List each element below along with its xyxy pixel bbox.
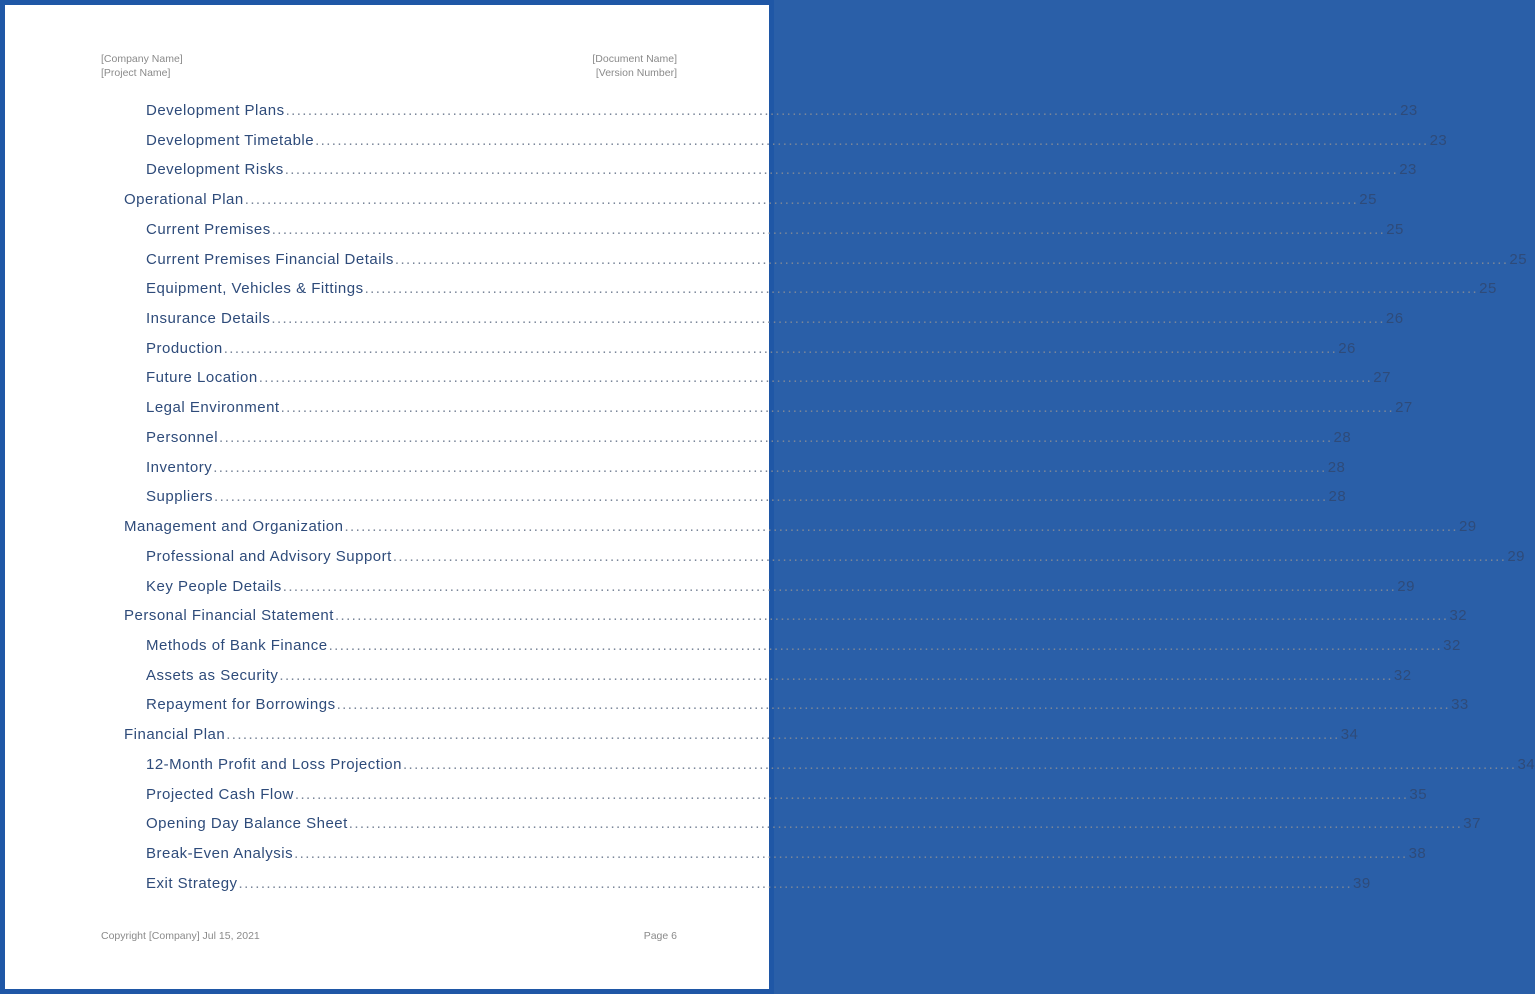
toc-entry-page-number: 25	[1386, 221, 1404, 238]
toc-entry-title: Methods of Bank Finance	[146, 637, 328, 654]
toc-dot-leader: ........................................................................................................................................................................................................	[258, 369, 1373, 386]
toc-entry-page-number: 23	[1429, 132, 1448, 149]
project-name: [Project Name]	[101, 66, 171, 79]
toc-entry-title: Assets as Security	[146, 667, 279, 684]
toc-entry-page-number: 32	[1443, 637, 1461, 654]
toc-entry-page-number: 28	[1333, 429, 1352, 446]
toc-subsection-entry[interactable]	[146, 571, 1415, 595]
toc-entry-title: Exit Strategy	[146, 875, 238, 892]
document-name: [Document Name]	[592, 53, 677, 65]
toc-entry-page-number: 29	[1397, 578, 1415, 595]
toc-dot-leader: ........................................................................................................................................................................................................	[294, 786, 1409, 803]
toc-subsection-entry[interactable]	[146, 630, 1461, 654]
toc-dot-leader: ........................................................................................................................................................................................................	[214, 488, 1328, 505]
toc-entry-page-number: 27	[1373, 369, 1391, 386]
toc-dot-leader: ........................................................................................................................................................................................................	[294, 845, 1408, 862]
toc-dot-leader: ........................................................................................................................................................................................................	[392, 548, 1507, 565]
toc-entry-page-number: 26	[1385, 310, 1404, 327]
toc-entry-page-number: 29	[1458, 518, 1477, 535]
toc-entry-title: Management and Organization	[124, 518, 344, 535]
toc-subsection-entry[interactable]	[146, 452, 1346, 476]
toc-section-entry[interactable]	[124, 184, 1377, 208]
toc-entry-page-number: 23	[1399, 161, 1417, 178]
toc-subsection-entry[interactable]	[146, 214, 1404, 238]
toc-entry-page-number: 25	[1479, 280, 1497, 297]
toc-entry-title: 12-Month Profit and Loss Projection	[146, 756, 402, 773]
toc-entry-page-number: 28	[1328, 488, 1347, 505]
toc-entry-page-number: 32	[1393, 667, 1412, 684]
toc-dot-leader: ........................................................................................................................................................................................................	[334, 607, 1449, 624]
toc-dot-leader: ........................................................................................................................................................................................................	[285, 102, 1400, 119]
toc-entry-title: Development Risks	[146, 161, 284, 178]
toc-subsection-entry[interactable]	[146, 868, 1371, 892]
toc-subsection-entry[interactable]	[146, 422, 1352, 446]
toc-dot-leader: ........................................................................................................................................................................................................	[328, 637, 1443, 654]
toc-subsection-entry[interactable]	[146, 808, 1481, 832]
toc-entry-page-number: 34	[1340, 726, 1359, 743]
toc-entry-page-number: 23	[1400, 102, 1418, 119]
toc-entry-title: Inventory	[146, 459, 213, 476]
toc-dot-leader: ........................................................................................................................................................................................................	[402, 756, 1517, 773]
toc-entry-page-number: 29	[1507, 548, 1525, 565]
toc-entry-page-number: 33	[1451, 696, 1469, 713]
toc-dot-leader: ........................................................................................................................................................................................................	[271, 310, 1385, 327]
toc-entry-page-number: 38	[1408, 845, 1427, 862]
toc-entry-title: Operational Plan	[124, 191, 244, 208]
version-number: [Version Number]	[595, 66, 677, 79]
toc-subsection-entry[interactable]	[146, 95, 1418, 119]
toc-section-entry[interactable]	[124, 511, 1477, 535]
page-header-right	[592, 53, 677, 80]
toc-entry-title: Development Timetable	[146, 132, 315, 149]
toc-entry-title: Personal Financial Statement	[124, 607, 334, 624]
toc-dot-leader: ........................................................................................................................................................................................................	[226, 726, 1340, 743]
toc-entry-page-number: 25	[1509, 251, 1528, 268]
toc-subsection-entry[interactable]	[146, 303, 1404, 327]
toc-entry-page-number: 34	[1517, 756, 1535, 773]
toc-dot-leader: ........................................................................................................................................................................................................	[271, 221, 1386, 238]
toc-subsection-entry[interactable]	[146, 392, 1413, 416]
footer-copyright: Copyright [Company] Jul 15, 2021	[101, 930, 260, 942]
toc-section-entry[interactable]	[124, 719, 1359, 743]
toc-entry-title: Future Location	[146, 369, 258, 386]
toc-entry-page-number: 26	[1338, 340, 1356, 357]
toc-dot-leader: ........................................................................................................................................................................................................	[336, 696, 1451, 713]
toc-entry-title: Projected Cash Flow	[146, 786, 294, 803]
toc-dot-leader: ........................................................................................................................................................................................................	[344, 518, 1458, 535]
toc-entry-title: Financial Plan	[124, 726, 226, 743]
toc-entry-title: Opening Day Balance Sheet	[146, 815, 348, 832]
toc-subsection-entry[interactable]	[146, 838, 1427, 862]
toc-entry-title: Current Premises Financial Details	[146, 251, 394, 268]
toc-dot-leader: ........................................................................................................................................................................................................	[219, 429, 1333, 446]
page-header-left	[101, 53, 183, 80]
toc-entry-title: Break-Even Analysis	[146, 845, 294, 862]
toc-dot-leader: ........................................................................................................................................................................................................	[223, 340, 1338, 357]
toc-entry-page-number: 32	[1449, 607, 1468, 624]
footer-page-number: Page 6	[643, 930, 677, 942]
toc-dot-leader: ........................................................................................................................................................................................................	[282, 578, 1397, 595]
toc-entry-page-number: 27	[1395, 399, 1413, 416]
toc-subsection-entry[interactable]	[146, 244, 1528, 268]
toc-dot-leader: ........................................................................................................................................................................................................	[284, 161, 1399, 178]
toc-entry-title: Insurance Details	[146, 310, 271, 327]
toc-entry-title: Legal Environment	[146, 399, 280, 416]
toc-entry-title: Production	[146, 340, 223, 357]
toc-subsection-entry[interactable]	[146, 779, 1428, 803]
toc-entry-title: Professional and Advisory Support	[146, 548, 392, 565]
toc-subsection-entry[interactable]	[146, 125, 1448, 149]
toc-entry-title: Personnel	[146, 429, 219, 446]
toc-entry-title: Equipment, Vehicles & Fittings	[146, 280, 364, 297]
toc-entry-page-number: 25	[1359, 191, 1377, 208]
toc-subsection-entry[interactable]	[146, 154, 1417, 178]
toc-section-entry[interactable]	[124, 600, 1468, 624]
toc-dot-leader: ........................................................................................................................................................................................................	[213, 459, 1327, 476]
toc-entry-title: Key People Details	[146, 578, 282, 595]
toc-entry-page-number: 28	[1327, 459, 1346, 476]
toc-subsection-entry[interactable]	[146, 481, 1347, 505]
toc-entry-page-number: 35	[1409, 786, 1428, 803]
toc-entry-title: Repayment for Borrowings	[146, 696, 336, 713]
toc-dot-leader: ........................................................................................................................................................................................................	[364, 280, 1479, 297]
toc-subsection-entry[interactable]	[146, 333, 1356, 357]
toc-subsection-entry[interactable]	[146, 749, 1535, 773]
toc-entry-page-number: 39	[1353, 875, 1371, 892]
toc-entry-page-number: 37	[1463, 815, 1481, 832]
toc-subsection-entry[interactable]	[146, 660, 1412, 684]
toc-entry-title: Suppliers	[146, 488, 214, 505]
toc-dot-leader: ........................................................................................................................................................................................................	[279, 667, 1393, 684]
toc-subsection-entry[interactable]	[146, 362, 1391, 386]
toc-entry-title: Development Plans	[146, 102, 285, 119]
toc-subsection-entry[interactable]	[146, 273, 1497, 297]
toc-dot-leader: ........................................................................................................................................................................................................	[244, 191, 1359, 208]
toc-dot-leader: ........................................................................................................................................................................................................	[238, 875, 1353, 892]
toc-dot-leader: ........................................................................................................................................................................................................	[315, 132, 1429, 149]
toc-dot-leader: ........................................................................................................................................................................................................	[280, 399, 1395, 416]
toc-dot-leader: ........................................................................................................................................................................................................	[394, 251, 1509, 268]
toc-entry-title: Current Premises	[146, 221, 271, 238]
toc-dot-leader: ........................................................................................................................................................................................................	[348, 815, 1463, 832]
toc-subsection-entry[interactable]	[146, 689, 1469, 713]
toc-subsection-entry[interactable]	[146, 541, 1525, 565]
company-name: [Company Name]	[101, 53, 183, 65]
